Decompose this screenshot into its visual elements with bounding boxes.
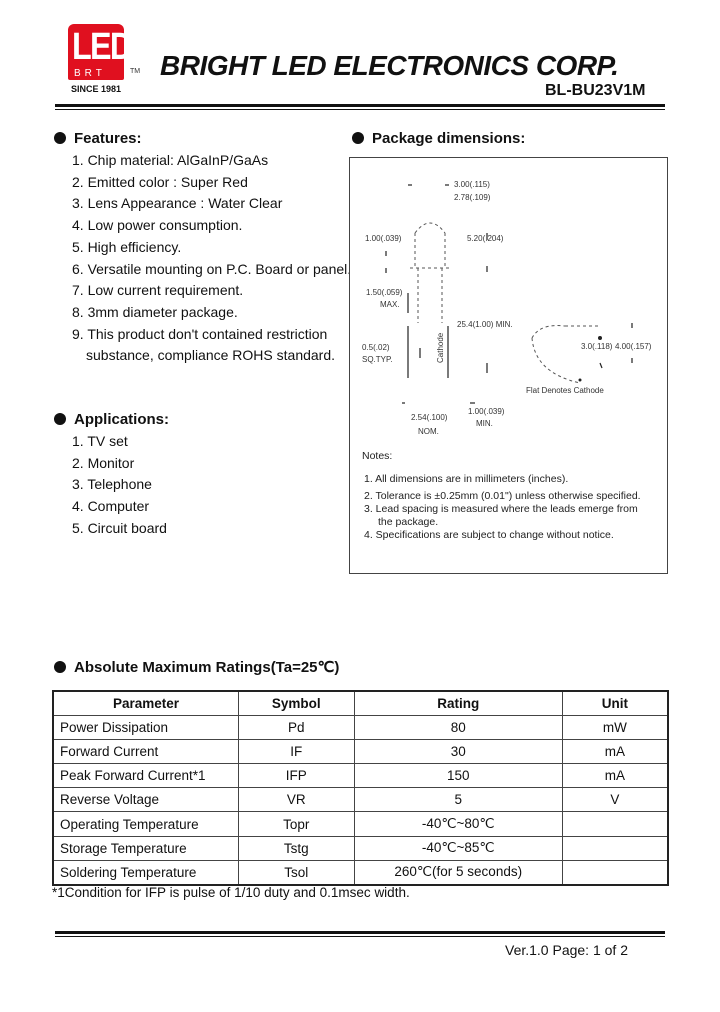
feature-item: 8. 3mm diameter package. bbox=[72, 303, 238, 320]
table-row bbox=[53, 764, 668, 788]
rating-cell: 260℃(for 5 seconds) bbox=[354, 860, 562, 884]
application-item: 2. Monitor bbox=[72, 454, 135, 471]
rating-cell: 150 bbox=[354, 764, 562, 788]
table-row bbox=[53, 739, 668, 763]
feature-item: 5. High efficiency. bbox=[72, 238, 182, 255]
dim-label: 0.5(.02) bbox=[362, 343, 390, 352]
dim-label: 2.78(.109) bbox=[454, 193, 491, 202]
column-header: Symbol bbox=[238, 691, 354, 715]
footer-rule-thin bbox=[55, 936, 665, 937]
table-row bbox=[53, 836, 668, 860]
feature-item: 1. Chip material: AlGaInP/GaAs bbox=[72, 152, 269, 168]
notes-title: Notes: bbox=[362, 450, 393, 462]
applications-title: Applications: bbox=[54, 411, 169, 428]
symbol-cell: Tstg bbox=[238, 836, 354, 860]
application-item: 3. Telephone bbox=[72, 476, 152, 493]
rating-cell: -40℃~80℃ bbox=[354, 812, 562, 836]
note-item: 4. Specifications are subject to change without notice. bbox=[364, 529, 614, 541]
symbol-cell: Topr bbox=[238, 812, 354, 836]
header-rule-thin bbox=[55, 109, 665, 110]
dim-label: 3.00(.115) bbox=[454, 180, 490, 189]
table-row bbox=[53, 788, 668, 812]
feature-item: substance, compliance ROHS standard. bbox=[86, 347, 336, 364]
parameter-cell: Forward Current bbox=[53, 739, 238, 763]
column-header: Rating bbox=[354, 691, 562, 715]
package-title: Package dimensions: bbox=[352, 130, 525, 147]
dim-label: 25.4(1.00) MIN. bbox=[457, 320, 513, 329]
note-item: 1. All dimensions are in millimeters (inches). bbox=[364, 473, 569, 485]
parameter-cell: Power Dissipation bbox=[53, 715, 238, 739]
feature-item: 3. Lens Appearance : Water Clear bbox=[72, 195, 283, 212]
feature-item: 2. Emitted color : Super Red bbox=[72, 173, 248, 190]
dim-label: MAX. bbox=[380, 300, 400, 309]
cathode-label: Cathode bbox=[436, 332, 445, 363]
rating-cell: -40℃~85℃ bbox=[354, 836, 562, 860]
table-row bbox=[53, 860, 668, 884]
rating-cell: 30 bbox=[354, 739, 562, 763]
ratings-table bbox=[52, 690, 669, 886]
feature-item: 4. Low power consumption. bbox=[72, 217, 243, 234]
page-info: Ver.1.0 Page: 1 of 2 bbox=[505, 942, 628, 958]
dim-label: 2.54(.100) bbox=[411, 413, 448, 422]
column-header: Parameter bbox=[53, 691, 238, 715]
package-notes bbox=[362, 450, 662, 542]
parameter-cell: Soldering Temperature bbox=[53, 860, 238, 884]
footer-rule bbox=[55, 931, 665, 934]
parameter-cell: Storage Temperature bbox=[53, 836, 238, 860]
symbol-cell: IF bbox=[238, 739, 354, 763]
feature-item: 9. This product don't contained restriction bbox=[72, 325, 328, 342]
unit-cell: mA bbox=[562, 764, 668, 788]
dim-label: 1.00(.039) bbox=[365, 234, 402, 243]
symbol-cell: VR bbox=[238, 788, 354, 812]
column-header: Unit bbox=[562, 691, 668, 715]
ratings-footnote: *1Condition for IFP is pulse of 1/10 duty and 0.1msec width. bbox=[52, 885, 410, 900]
features-list bbox=[72, 150, 351, 367]
bullet-icon bbox=[352, 132, 364, 144]
feature-item: 6. Versatile mounting on P.C. Board or panel. bbox=[72, 260, 352, 277]
symbol-cell: IFP bbox=[238, 764, 354, 788]
unit-cell: V bbox=[562, 788, 668, 812]
dim-label: Flat Denotes Cathode bbox=[526, 386, 604, 395]
application-item: 5. Circuit board bbox=[72, 519, 167, 536]
note-item: 2. Tolerance is ±0.25mm (0.01") unless otherwise specified. bbox=[364, 490, 641, 502]
dim-label: MIN. bbox=[476, 419, 493, 428]
bullet-icon bbox=[54, 661, 66, 673]
unit-cell bbox=[562, 812, 668, 836]
symbol-cell: Tsol bbox=[238, 860, 354, 884]
bullet-icon bbox=[54, 413, 66, 425]
company-name: BRIGHT LED ELECTRONICS CORP. bbox=[160, 50, 619, 81]
unit-cell bbox=[562, 836, 668, 860]
features-title: Features: bbox=[54, 130, 142, 147]
table-row bbox=[53, 812, 668, 836]
parameter-cell: Operating Temperature bbox=[53, 812, 238, 836]
dim-label: 4.00(.157) bbox=[615, 342, 652, 351]
unit-cell: mA bbox=[562, 739, 668, 763]
note-item: the package. bbox=[378, 516, 439, 528]
rating-cell: 80 bbox=[354, 715, 562, 739]
dim-label: 1.00(.039) bbox=[468, 407, 505, 416]
dim-label: 5.20(.204) bbox=[467, 234, 504, 243]
since-label: SINCE 1981 bbox=[71, 84, 122, 94]
symbol-cell: Pd bbox=[238, 715, 354, 739]
ratings-title: Absolute Maximum Ratings(Ta=25℃) bbox=[54, 658, 339, 676]
header-rule bbox=[55, 104, 665, 107]
unit-cell bbox=[562, 860, 668, 884]
part-number: BL-BU23V1M bbox=[545, 82, 646, 99]
company-logo: LED BRT TM bbox=[68, 24, 128, 86]
bullet-icon bbox=[54, 132, 66, 144]
application-item: 4. Computer bbox=[72, 498, 150, 515]
dim-label: 1.50(.059) bbox=[366, 288, 403, 297]
parameter-cell: Reverse Voltage bbox=[53, 788, 238, 812]
feature-item: 7. Low current requirement. bbox=[72, 282, 244, 299]
table-header-row bbox=[53, 691, 668, 715]
parameter-cell: Peak Forward Current*1 bbox=[53, 764, 238, 788]
dim-label: NOM. bbox=[418, 427, 439, 436]
package-drawing bbox=[349, 157, 668, 574]
application-item: 1. TV set bbox=[72, 433, 128, 449]
unit-cell: mW bbox=[562, 715, 668, 739]
table-row bbox=[53, 715, 668, 739]
dim-label: 3.0(.118) bbox=[581, 342, 613, 351]
applications-list bbox=[72, 431, 167, 540]
dim-label: SQ.TYP. bbox=[362, 355, 393, 364]
note-item: 3. Lead spacing is measured where the leads emerge from bbox=[364, 503, 638, 515]
rating-cell: 5 bbox=[354, 788, 562, 812]
